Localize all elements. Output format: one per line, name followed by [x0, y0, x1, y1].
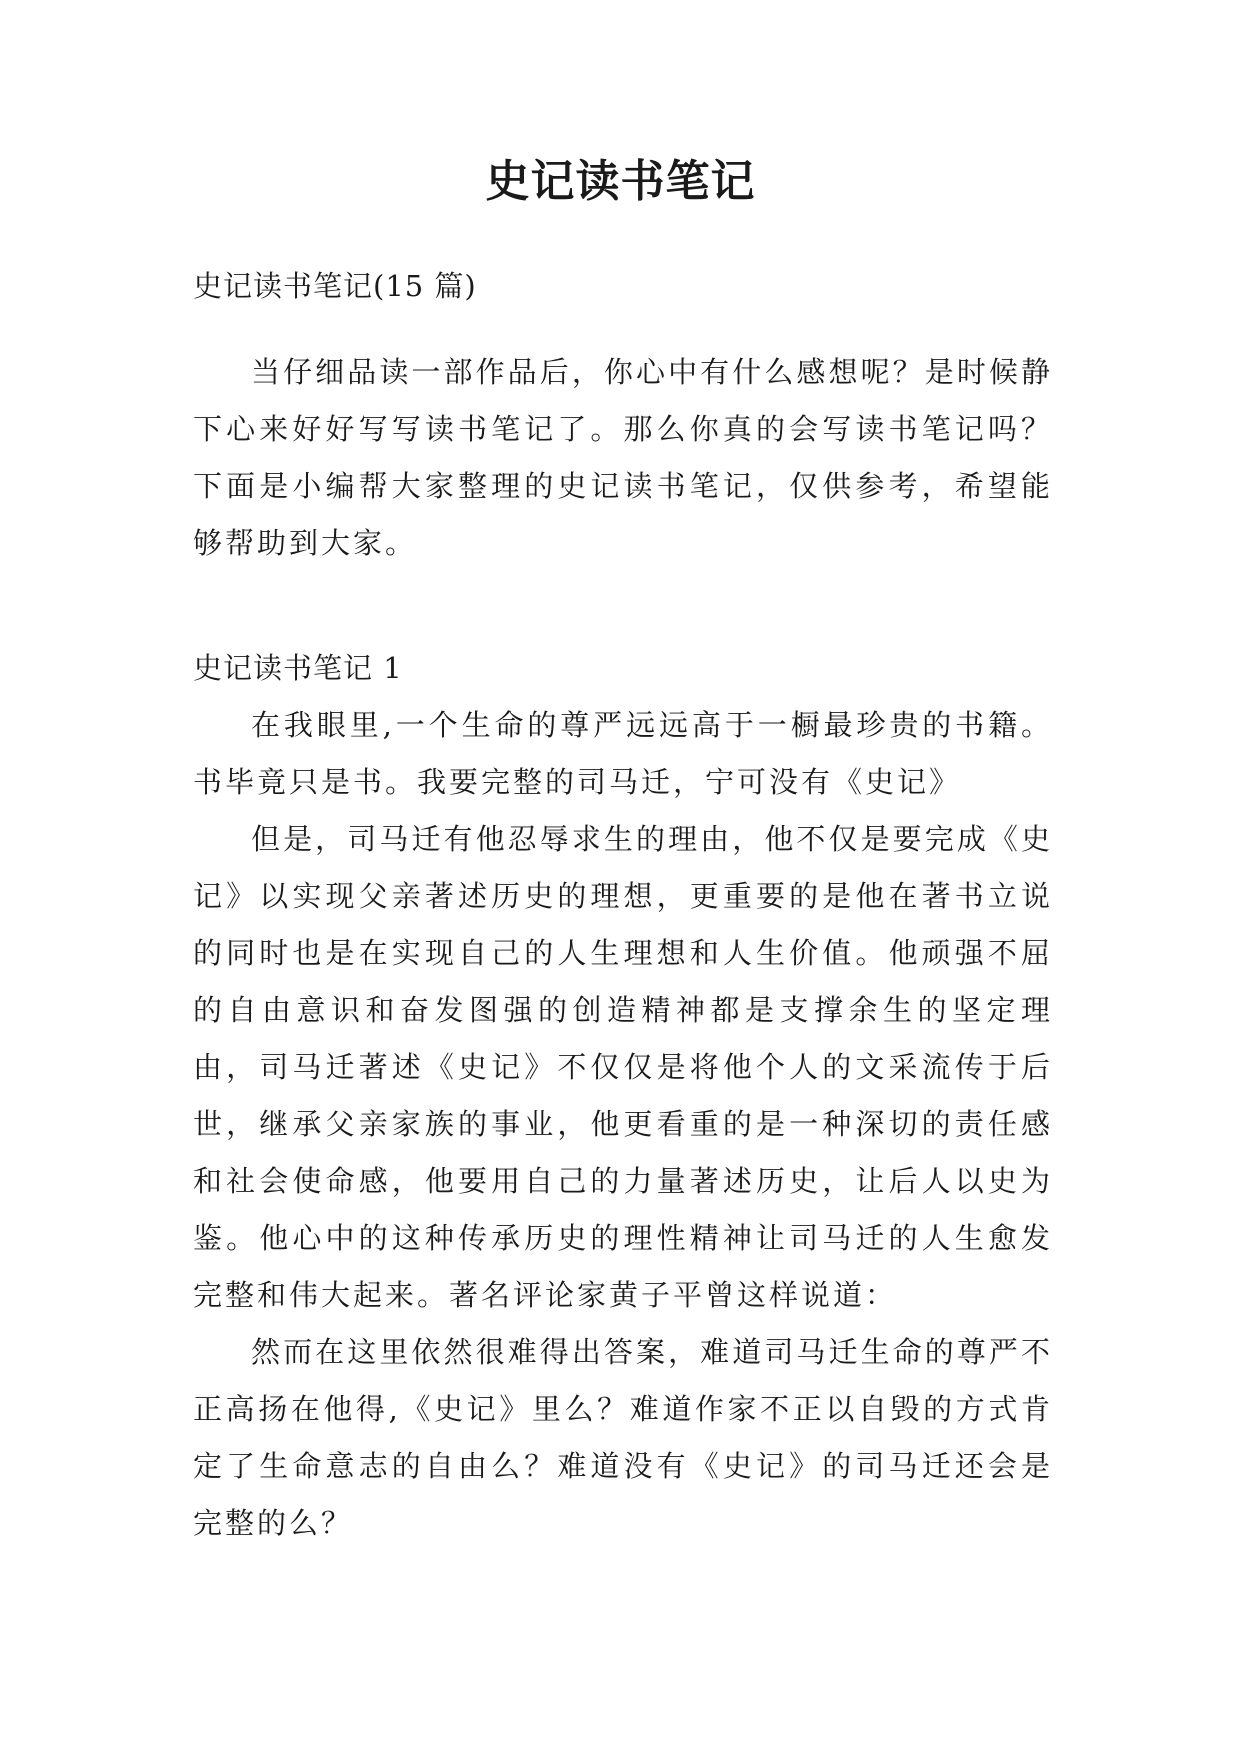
section-paragraph-3: 然而在这里依然很难得出答案，难道司马迁生命的尊严不正高扬在他得,《史记》里么？难道作家不正以自毁的方式肯定了生命意志的自由么？难道没有《史记》的司马迁还会是完整的么？ [193, 1335, 1053, 1540]
intro-paragraph: 当仔细品读一部作品后，你心中有什么感想呢？是时候静下心来好好写写读书笔记了。那么你真的会写读书笔记吗？下面是小编帮大家整理的史记读书笔记，仅供参考，希望能够帮助到大家。 [193, 355, 1053, 560]
intro-block [193, 344, 1053, 572]
section-1 [193, 640, 1053, 1552]
section-paragraph-2: 但是，司马迁有他忍辱求生的理由，他不仅是要完成《史记》以实现父亲著述历史的理想，更重要的是他在著书立说的同时也是在实现自己的人生理想和人生价值。他顽强不屈的自由意识和奋发图强的创造精神都是支撑余生的坚定理由，司马迁著述《史记》不仅仅是将他个人的文采流传于后世，继承父亲家族的事业，他更看重的是一种深切的责任感和社会使命感，他要用自己的力量著述历史，让后人以史为鉴。他心中的这种传承历史的理性精神让司马迁的人生愈发完整和伟大起来。著名评论家黄子平曾这样说道： [193, 822, 1053, 1312]
section-heading: 史记读书笔记 1 [193, 651, 403, 685]
document-title: 史记读书笔记 [485, 156, 756, 207]
document-subtitle: 史记读书笔记(15 篇) [193, 269, 477, 303]
section-paragraph-1: 在我眼里,一个生命的尊严远远高于一橱最珍贵的书籍。书毕竟只是书。我要完整的司马迁，宁可没有《史记》 [193, 708, 1053, 799]
document-subtitle-block [193, 258, 1053, 315]
